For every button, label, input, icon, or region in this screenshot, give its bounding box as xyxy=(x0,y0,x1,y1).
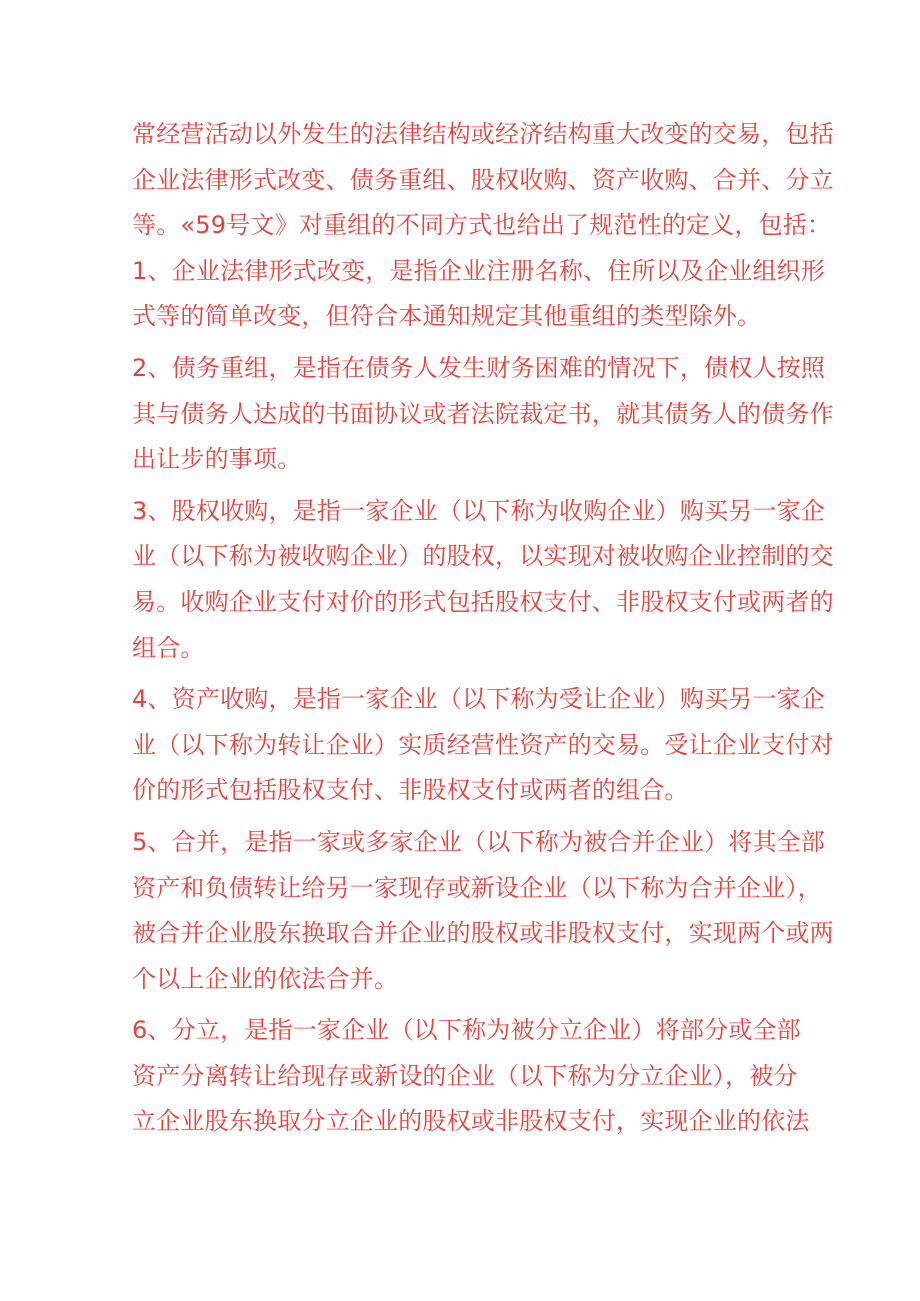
text-line: 易。收购企业支付对价的形式包括股权支付、非股权支付或两者的 xyxy=(132,587,834,616)
text-line: 企业法律形式改变、债务重组、股权收购、资产收购、合并、分立 xyxy=(132,165,834,194)
text-line: 被合并企业股东换取合并企业的股权或非股权支付，实现两个或两 xyxy=(132,919,834,948)
definition-item-3 xyxy=(132,489,834,671)
text-line: 价的形式包括股权支付、非股权支付或两者的组合。 xyxy=(132,776,689,805)
text-line: 业（以下称为被收购企业）的股权，以实现对被收购企业控制的交 xyxy=(132,542,834,571)
text-line: 5、合并，是指一家或多家企业（以下称为被合并企业）将其全部 xyxy=(132,827,826,856)
definition-item-5 xyxy=(132,820,834,1002)
text-line: 4、资产收购，是指一家企业（以下称为受让企业）购买另一家企 xyxy=(132,685,826,714)
definition-item-1 xyxy=(132,249,826,340)
definition-item-2 xyxy=(132,346,834,483)
text-line: 式等的简单改变，但符合本通知规定其他重组的类型除外。 xyxy=(132,302,762,331)
text-line: 6、分立，是指一家企业（以下称为被分立企业）将部分或全部 xyxy=(132,1016,801,1045)
text-line: 等。«59号文》对重组的不同方式也给出了规范性的定义，包括： xyxy=(132,211,832,240)
text-line: 个以上企业的依法合并。 xyxy=(132,964,399,993)
text-line: 组合。 xyxy=(132,633,205,662)
text-line: 资产分离转让给现存或新设的企业（以下称为分立企业），被分 xyxy=(132,1061,798,1090)
text-line: 立企业股东换取分立企业的股权或非股权支付，实现企业的依法 xyxy=(132,1107,810,1136)
text-line: 2、债务重组，是指在债务人发生财务困难的情况下，债权人按照 xyxy=(132,353,826,382)
text-line: 业（以下称为转让企业）实质经营性资产的交易。受让企业支付对 xyxy=(132,730,834,759)
intro-paragraph xyxy=(132,112,834,249)
text-line: 常经营活动以外发生的法律结构或经济结构重大改变的交易，包括 xyxy=(132,120,834,148)
definition-item-4 xyxy=(132,677,834,814)
text-line: 3、股权收购，是指一家企业（以下称为收购企业）购买另一家企 xyxy=(132,496,826,525)
text-line: 资产和负债转让给另一家现存或新设企业（以下称为合并企业）， xyxy=(132,873,822,902)
text-line: 其与债务人达成的书面协议或者法院裁定书，就其债务人的债务作 xyxy=(132,399,834,428)
document-body xyxy=(132,112,834,1145)
text-line: 出让步的事项。 xyxy=(132,445,302,474)
text-line: 1、企业法律形式改变，是指企业注册名称、住所以及企业组织形 xyxy=(132,256,826,285)
definition-item-6 xyxy=(132,1008,810,1145)
